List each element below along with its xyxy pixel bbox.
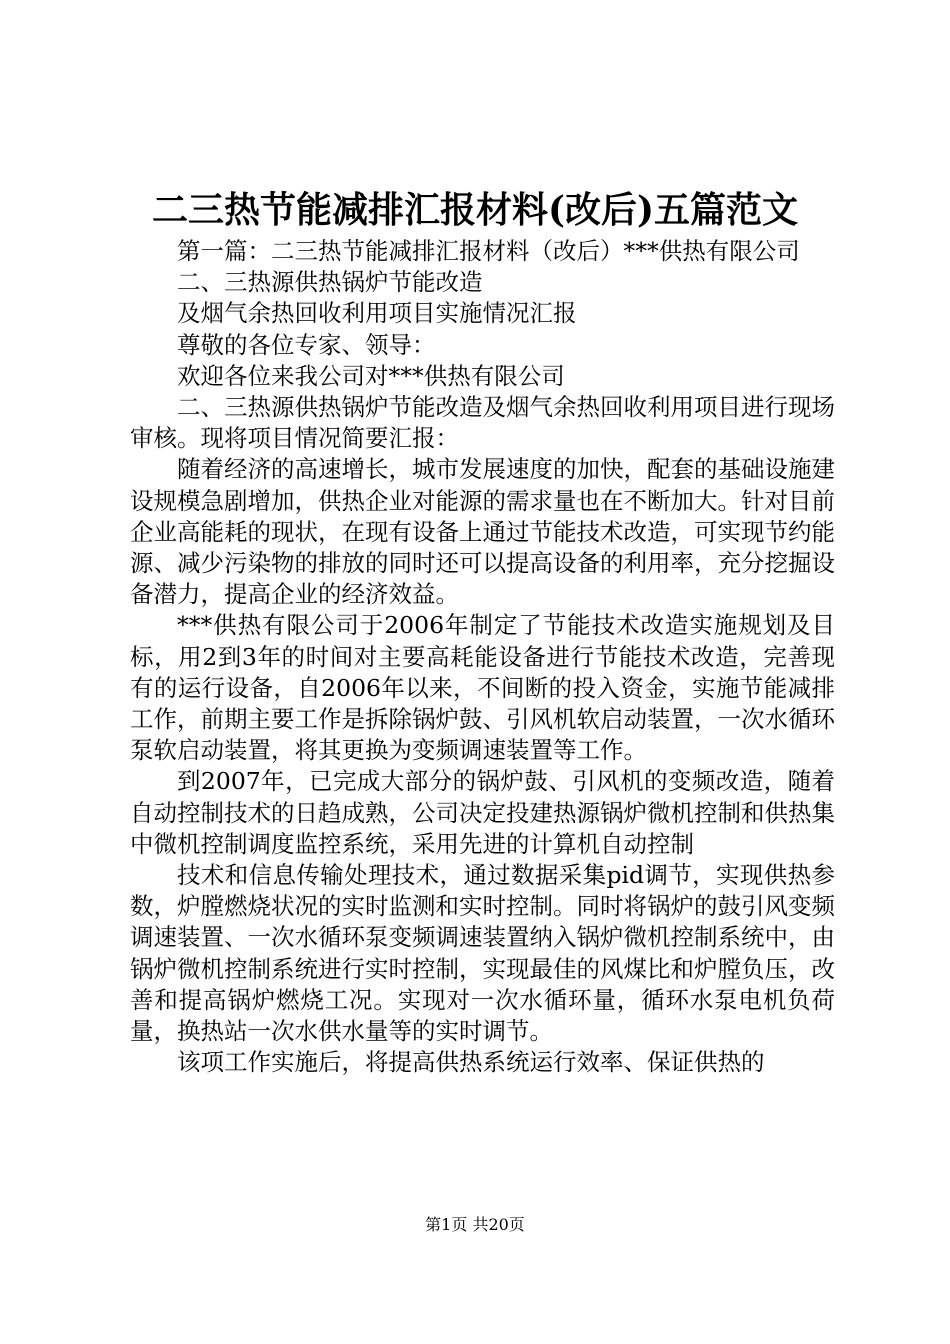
paragraph-9: 到2007年，已完成大部分的锅炉鼓、引风机的变频改造，随着自动控制技术的日趋成熟，公司决定投建热源锅炉微机控制和供热集中微机控制调度监控系统，采用先进的计算机自动控制: [130, 767, 835, 858]
document-body: [130, 236, 835, 1078]
paragraph-1: 第一篇：二三热节能减排汇报材料（改后）***供热有限公司: [177, 237, 800, 265]
paragraph-3: 及烟气余热回收利用项目实施情况汇报: [177, 299, 577, 328]
paragraph-6: 二、三热源供热锅炉节能改造及烟气余热回收利用项目进行现场审核。现将项目情况简要汇报：: [130, 393, 835, 453]
paragraph-10: 技术和信息传输处理技术，通过数据采集pid调节，实现供热参数，炉膛燃烧状况的实时监测和实时控制。同时将锅炉的鼓引风变频调速装置、一次水循环泵变频调速装置纳入锅炉微机控制系统中，由锅炉微机控制系统进行实时控制，实现最佳的风煤比和炉膛负压，改善和提高锅炉燃烧工况。实现对一次水循环量，循环水泵电机负荷量，换热站一次水供水量等的实时调节。: [130, 861, 835, 1046]
paragraph-11: 该项工作实施后，将提高供热系统运行效率、保证供热的: [177, 1048, 765, 1077]
paragraph-4: 尊敬的各位专家、领导：: [177, 330, 436, 359]
paragraph-2: 二、三热源供热锅炉节能改造: [177, 268, 483, 297]
paragraph-7: 随着经济的高速增长，城市发展速度的加快，配套的基础设施建设规模急剧增加，供热企业对能源的需求量也在不断加大。针对目前企业高能耗的现状，在现有设备上通过节能技术改造，可实现节约能源、减少污染物的排放的同时还可以提高设备的利用率，充分挖掘设备潜力，提高企业的经济效益。: [130, 455, 835, 609]
page-number: 第1页 共20页: [425, 1215, 525, 1234]
paragraph-5: 欢迎各位来我公司对***供热有限公司: [177, 361, 565, 390]
document-title: 二三热节能减排汇报材料(改后)五篇范文: [151, 189, 799, 231]
paragraph-8: ***供热有限公司于2006年制定了节能技术改造实施规划及目标，用2到3年的时间对主要高耗能设备进行节能技术改造，完善现有的运行设备，自2006年以来，不间断的投入资金，实施节能减排工作，前期主要工作是拆除锅炉鼓、引风机软启动装置，一次水循环泵软启动装置，将其更换为变频调速装置等工作。: [130, 611, 835, 765]
